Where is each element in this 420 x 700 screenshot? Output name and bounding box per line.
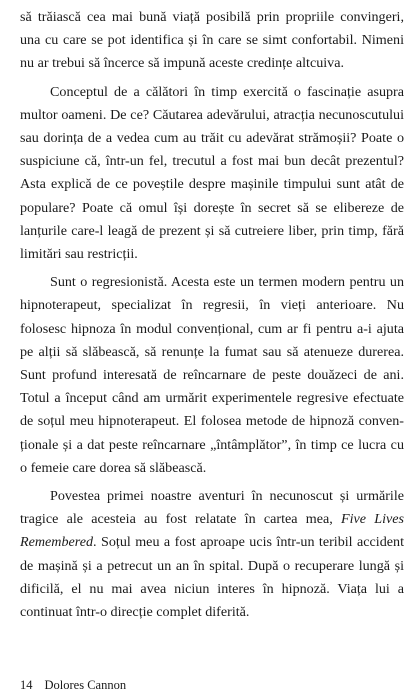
running-footer — [20, 677, 126, 693]
author-name: Dolores Cannon — [44, 678, 127, 692]
book-title: Five Lives Remembered — [20, 511, 404, 551]
paragraph-continued: să trăiască cea mai bună viață posibilă prin propriile convingeri, una cu care se pot identifica și în care se simt confortabil. Nimeni nu ar trebui să încerce să impună aceste credințe altcuiva. — [20, 9, 404, 72]
paragraph-regressionist: Sunt o regresionistă. Acesta este un termen modern pentru un hipnoterapeut, specializat în regresii, în vieți anterioare. Nu folosesc hipnoza în modul convențional, cum ar fi pentru a-i ajuta pe alții să slăbească, să renunțe la fumat sau să atenueze durerea. Sunt profund interesată de reîncarnare de peste douăzeci de ani. Totul a început când am urmărit experimentele regresive efectuate de soțul meu hipnoterapeut. El folosea metode de hipnoză convenționale și a dat peste reîncarnare „întâmplător”, în timp ce lucra cu o femeie care dorea să slăbească. — [20, 274, 404, 476]
page-number: 14 — [20, 678, 33, 692]
body-text — [20, 6, 404, 624]
paragraph-time-travel: Conceptul de a călători în timp exercită o fascinație asupra multor oameni. De ce? Căutarea adevărului, atracția necunoscutului sau dorința de a vedea cum au trăit cu adevărat strămoșii? Poate o suspiciune că, într-un fel, trecutul a fost mai bun decât prezentul? Asta explică de ce poveștile despre mașinile timpului sunt atât de populare? Poate că omul își dorește în secret să se elibereze de lanțurile care-l leagă de prezent și să cutreiere liber, prin timp, fără limitări sau restricții. — [20, 83, 404, 263]
paragraph-first-adventure: Povestea primei noastre aventuri în necunoscut și urmările tragice ale acesteia au fost relatate în cartea mea, Five Lives Remembered. Soțul meu a fost aproape ucis într-un teribil accident de mașină și a petrecut un an în spital. După o recuperare lungă și dificilă, el nu mai avea niciun interes în hipnoză. Viața lui a continuat într-o direcție complet diferită. — [20, 488, 404, 621]
